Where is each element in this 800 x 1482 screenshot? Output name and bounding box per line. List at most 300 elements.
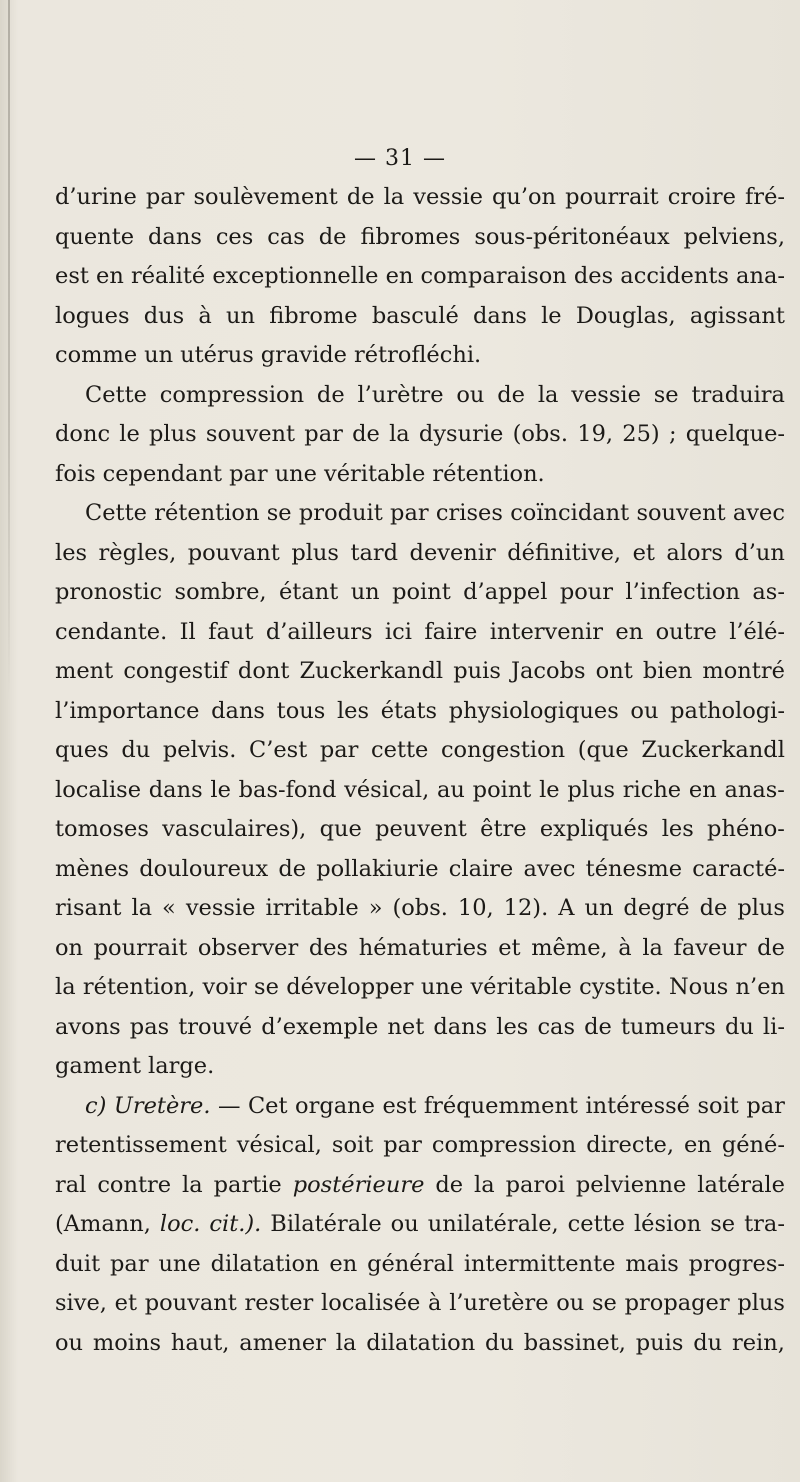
word: les — [496, 1013, 529, 1040]
word: de — [435, 1171, 464, 1198]
word: pas — [129, 1013, 170, 1040]
word: li- — [762, 1013, 785, 1040]
word: exceptionnelle — [212, 263, 379, 289]
word: outre — [655, 618, 717, 645]
word: le — [539, 776, 560, 803]
word: le — [210, 776, 231, 803]
word: puis — [635, 1329, 684, 1356]
text-line — [55, 177, 785, 217]
word: trouvé — [178, 1013, 253, 1040]
word: se — [710, 1211, 736, 1237]
word: intervenir — [489, 618, 604, 645]
word: pelviens, — [683, 223, 785, 250]
text-line — [55, 533, 785, 573]
text-line — [55, 1323, 785, 1363]
word: Cette — [85, 381, 147, 408]
word: pouvant — [144, 1290, 237, 1316]
word: comparaison — [420, 263, 567, 289]
word: rétention, — [82, 974, 196, 1000]
word: devenir — [409, 539, 496, 566]
word: et — [114, 1290, 137, 1316]
word: bien — [642, 658, 693, 684]
word: crises — [435, 500, 503, 526]
word: par — [390, 500, 429, 526]
word: plus — [567, 776, 616, 803]
word: par — [319, 737, 359, 763]
word: cendante. — [55, 618, 168, 645]
word: de — [316, 381, 345, 408]
word: (obs. — [392, 895, 448, 921]
word: caracté- — [692, 855, 785, 882]
word: tard — [350, 539, 399, 566]
word: point — [472, 776, 532, 803]
word: cependant — [102, 460, 223, 487]
word: — — [217, 1092, 241, 1119]
word: comme — [55, 342, 138, 368]
word: soit — [697, 1092, 739, 1119]
word: gravide — [260, 342, 347, 368]
word: Douglas, — [575, 302, 676, 329]
word: cas — [267, 223, 305, 250]
word: du — [485, 1329, 514, 1356]
word: postérieure — [292, 1171, 425, 1198]
word: fibromes — [360, 223, 461, 250]
word: règles, — [98, 539, 177, 566]
word: pourrait — [93, 934, 188, 961]
word: d’un — [734, 539, 785, 566]
word: haut, — [170, 1329, 230, 1356]
word: cystite. — [579, 974, 662, 1000]
word: irritable — [265, 895, 359, 921]
word: Cette — [85, 500, 147, 526]
word: au — [437, 776, 465, 803]
word: l’infection — [625, 579, 740, 605]
word: pathologi- — [670, 697, 785, 724]
word: et — [498, 934, 521, 961]
text-line — [55, 612, 785, 652]
word: les — [336, 697, 370, 724]
word: par — [110, 1250, 149, 1277]
word: tumeurs — [620, 1013, 716, 1040]
word: unilatérale, — [427, 1211, 559, 1237]
word: Zuckerkandl — [641, 737, 785, 763]
word: ou — [556, 1290, 585, 1316]
word: l’importance — [55, 697, 200, 724]
word: en — [385, 263, 414, 289]
word: vessie — [185, 895, 256, 921]
word: tomoses — [55, 816, 149, 842]
word: as- — [752, 579, 785, 605]
word: propager — [624, 1290, 730, 1316]
word: (que — [577, 737, 629, 763]
word: Uretère. — [113, 1092, 211, 1119]
word: en — [329, 1250, 358, 1277]
word: être — [480, 816, 527, 842]
word: Cet — [247, 1092, 288, 1119]
word: soit — [331, 1132, 374, 1158]
word: c) — [85, 1092, 107, 1119]
word: les — [661, 816, 694, 842]
word: ana- — [736, 263, 785, 289]
text-line — [55, 256, 785, 296]
word: ténesme — [585, 855, 683, 882]
page-number: — 31 — — [354, 146, 446, 171]
word: rétention. — [432, 460, 545, 487]
word: retentissement — [55, 1132, 227, 1158]
word: congestif — [123, 658, 228, 684]
text-line — [55, 217, 785, 257]
word: définitive, — [507, 539, 622, 566]
word: développer — [286, 974, 414, 1000]
word: pourrait — [565, 184, 659, 210]
word: à — [428, 1290, 442, 1316]
word: souvent — [636, 500, 726, 526]
text-line — [55, 691, 785, 731]
word: vésical, — [236, 1132, 322, 1158]
word: utérus — [180, 342, 254, 368]
word: dont — [237, 658, 290, 684]
word: pour — [559, 579, 614, 605]
word: on — [55, 934, 84, 961]
word: se — [653, 381, 679, 408]
word: faut — [208, 618, 254, 645]
word: agissant — [689, 302, 785, 329]
word: moins — [92, 1329, 162, 1356]
word: ici — [384, 618, 412, 645]
word: véritable — [470, 974, 572, 1000]
word: d’exemple — [261, 1013, 379, 1040]
word: en — [615, 618, 644, 645]
word: ou — [456, 381, 485, 408]
word: gament — [55, 1053, 142, 1079]
word: rétrofléchi. — [353, 342, 482, 368]
word: la — [335, 1329, 357, 1356]
text-line — [55, 888, 785, 928]
word: phéno- — [707, 816, 785, 842]
word: dilatation — [210, 1250, 320, 1277]
word: C’est — [248, 737, 308, 763]
word: la — [474, 1171, 495, 1198]
word: 25) — [622, 421, 660, 447]
word: lésion — [633, 1211, 702, 1237]
word: (obs. — [512, 421, 569, 447]
word: de — [278, 855, 307, 882]
word: anas- — [724, 776, 785, 803]
word: pronostic — [55, 579, 163, 605]
word: ou — [630, 697, 659, 724]
word: la — [389, 421, 410, 447]
word: du — [724, 1013, 754, 1040]
word: basculé — [371, 302, 459, 329]
text-line — [55, 651, 785, 691]
word: mènes — [55, 855, 130, 882]
word: d’ailleurs — [265, 618, 373, 645]
word: hématuries — [358, 934, 488, 961]
text-line — [55, 572, 785, 612]
word: général — [367, 1250, 454, 1277]
word: produit — [298, 500, 383, 526]
word: quente — [55, 223, 135, 250]
word: les — [55, 539, 88, 566]
word: étant — [278, 579, 339, 605]
word: puis — [453, 658, 501, 684]
word: A — [558, 895, 575, 921]
word: partie — [213, 1171, 282, 1198]
word: en — [688, 776, 717, 803]
word: peuvent — [375, 816, 467, 842]
word: Zuckerkandl — [299, 658, 444, 684]
word: ou — [55, 1329, 84, 1356]
word: l’uretère — [449, 1290, 549, 1316]
word: ques — [55, 737, 109, 763]
word: vessie — [413, 184, 483, 210]
text-line — [55, 1244, 785, 1284]
word: dysurie — [418, 421, 504, 447]
word: le — [541, 302, 562, 329]
word: plus — [737, 895, 785, 921]
word: véritable — [324, 460, 426, 487]
word: en — [683, 1132, 712, 1158]
word: Il — [179, 618, 196, 645]
word: sombre, — [174, 579, 267, 605]
word: avons — [55, 1013, 121, 1040]
word: douloureux — [139, 855, 269, 882]
word: des — [308, 934, 349, 961]
word: l’urètre — [357, 381, 444, 408]
word: intéressé — [585, 1092, 690, 1119]
word: paroi — [505, 1171, 565, 1198]
word: un — [144, 342, 174, 368]
text-line — [55, 1125, 785, 1165]
word: dans — [148, 776, 203, 803]
word: cette — [371, 737, 429, 763]
word: large. — [148, 1053, 215, 1079]
word: degré — [623, 895, 690, 921]
word: de — [318, 223, 347, 250]
text-line — [85, 1086, 785, 1126]
word: compression — [159, 381, 305, 408]
word: coïncidant — [510, 500, 630, 526]
word: Bilatérale — [270, 1211, 382, 1237]
word: fré- — [744, 184, 785, 210]
text-line — [55, 730, 785, 770]
word: mais — [625, 1250, 679, 1277]
word: ces — [215, 223, 254, 250]
word: bassinet, — [523, 1329, 626, 1356]
word: quelque- — [685, 421, 785, 447]
word: contre — [97, 1171, 172, 1198]
word: sive, — [55, 1290, 107, 1316]
word: du — [121, 737, 151, 763]
word: de — [757, 934, 785, 961]
text-line — [55, 414, 785, 454]
word: net — [387, 1013, 425, 1040]
word: est — [55, 263, 89, 289]
word: vessie — [571, 381, 641, 408]
word: la — [131, 895, 153, 921]
word: pelvienne — [575, 1171, 687, 1198]
word: d’appel — [463, 579, 548, 605]
word: rétention — [154, 500, 260, 526]
word: la — [537, 381, 559, 408]
word: amener — [239, 1329, 326, 1356]
word: n’en — [735, 974, 785, 1000]
word: une — [274, 460, 317, 487]
text-line — [85, 493, 785, 533]
text-line — [55, 770, 785, 810]
word: se — [592, 1290, 617, 1316]
word: soulèvement — [193, 184, 338, 210]
word: montré — [702, 658, 785, 684]
text-line — [55, 1007, 785, 1047]
word: souvent — [205, 421, 296, 447]
word: croire — [667, 184, 736, 210]
word: dans — [211, 697, 265, 724]
word: compression — [431, 1132, 577, 1158]
word: duit — [55, 1250, 101, 1277]
word: Jacobs — [511, 658, 586, 684]
word: alors — [666, 539, 723, 566]
word: traduira — [691, 381, 785, 408]
text-line — [55, 967, 785, 1007]
word: par — [746, 1092, 785, 1119]
word: en — [96, 263, 124, 289]
text-line — [55, 1046, 214, 1086]
word: de — [346, 184, 375, 210]
word: bas-fond — [238, 776, 337, 803]
word: ment — [55, 658, 114, 684]
word: ; — [668, 421, 677, 447]
word: pelvis. — [162, 737, 237, 763]
word: dus — [143, 302, 185, 329]
word: 12). — [503, 895, 549, 921]
word: par — [229, 460, 268, 487]
word: du — [693, 1329, 723, 1356]
word: donc — [55, 421, 111, 447]
word: est — [382, 1092, 417, 1119]
word: voir — [202, 974, 247, 1000]
word: riche — [622, 776, 682, 803]
word: localisée — [321, 1290, 421, 1316]
word: « — [162, 895, 176, 921]
text-line — [85, 375, 785, 415]
word: états — [380, 697, 438, 724]
word: avec — [523, 855, 576, 882]
word: la — [55, 974, 76, 1000]
word: par — [383, 1132, 422, 1158]
word: plus — [737, 1290, 785, 1316]
word: latérale — [697, 1171, 785, 1198]
word: expliqués — [539, 816, 649, 842]
word: des — [573, 263, 614, 289]
word: par — [145, 184, 185, 210]
word: tra- — [744, 1211, 785, 1237]
word: rein, — [731, 1329, 785, 1356]
word: et — [632, 539, 655, 566]
word: l’élé- — [729, 618, 785, 645]
word: fibrome — [269, 302, 358, 329]
word: physiologiques — [448, 697, 619, 724]
word: réalité — [130, 263, 206, 289]
word: fois — [55, 460, 96, 487]
word: de — [584, 1013, 612, 1040]
word: rester — [244, 1290, 314, 1316]
word: d’urine — [55, 184, 137, 210]
word: à — [618, 934, 632, 961]
word: faveur — [673, 934, 747, 961]
word: organe — [295, 1092, 375, 1119]
word: tous — [276, 697, 326, 724]
text-line — [55, 1204, 785, 1244]
text-line — [55, 335, 481, 375]
word: que — [319, 816, 362, 842]
word: cette — [567, 1211, 625, 1237]
word: cit.). — [209, 1211, 262, 1237]
text-line — [55, 928, 785, 968]
word: se — [254, 974, 279, 1000]
word: point — [392, 579, 451, 605]
word: localise — [55, 776, 142, 803]
text-line — [55, 809, 785, 849]
word: de — [699, 895, 728, 921]
word: vésical, — [344, 776, 430, 803]
word: de — [352, 421, 380, 447]
word: ont — [595, 658, 633, 684]
word: » — [368, 895, 383, 921]
word: dans — [473, 302, 527, 329]
word: fréquemment — [423, 1092, 578, 1119]
word: par — [304, 421, 343, 447]
text-line — [55, 1283, 785, 1323]
word: 10, — [457, 895, 494, 921]
word: avec — [732, 500, 785, 526]
word: un — [350, 579, 380, 605]
word: sous-péritonéaux — [474, 223, 670, 250]
word: intermittente — [463, 1250, 616, 1277]
word: vasculaires), — [162, 816, 307, 842]
word: même, — [531, 934, 608, 961]
word: observer — [197, 934, 299, 961]
word: risant — [55, 895, 122, 921]
word: pouvant — [187, 539, 280, 566]
word: une — [420, 974, 464, 1000]
word: dans — [148, 223, 202, 250]
word: à — [198, 302, 212, 329]
word: géné- — [721, 1132, 785, 1158]
text-line — [55, 296, 785, 336]
text-line — [55, 849, 785, 889]
word: cas — [537, 1013, 575, 1040]
word: (Amann, — [55, 1211, 151, 1237]
word: plus — [291, 539, 339, 566]
word: accidents — [620, 263, 729, 289]
word: la — [383, 184, 405, 210]
word: 19, — [577, 421, 614, 447]
word: claire — [448, 855, 514, 882]
word: dilatation — [366, 1329, 476, 1356]
word: Nous — [668, 974, 729, 1000]
word: la — [182, 1171, 203, 1198]
word: le — [119, 421, 140, 447]
word: congestion — [440, 737, 566, 763]
word: une — [158, 1250, 201, 1277]
word: progres- — [688, 1250, 785, 1277]
word: faire — [424, 618, 478, 645]
word: la — [642, 934, 663, 961]
word: un — [226, 302, 256, 329]
word: ou — [390, 1211, 419, 1237]
text-line — [55, 1165, 785, 1205]
